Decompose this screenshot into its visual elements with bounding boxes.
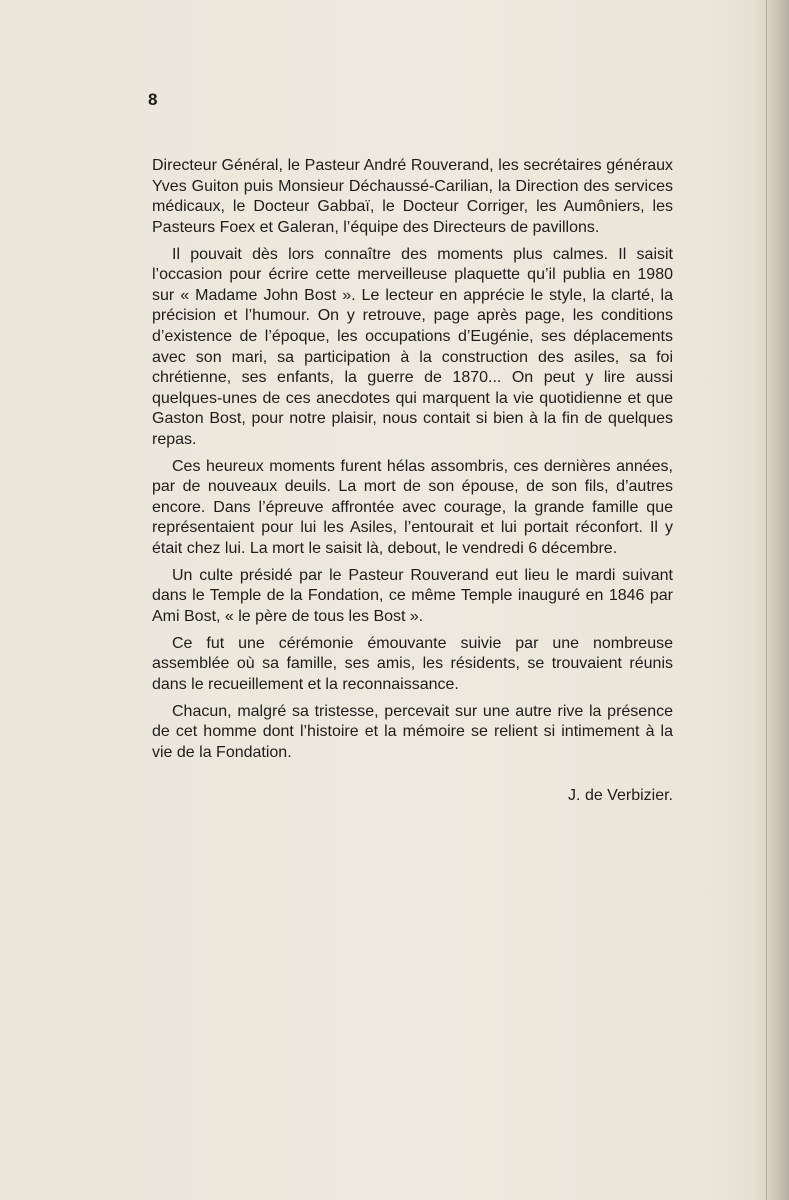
page-number: 8 <box>148 90 158 109</box>
paragraph: Ces heureux moments furent hélas assombris, ces dernières années, par de nouveaux deuils. La mort de son épouse, de son fils, d’autres encore. Dans l’épreuve affrontée avec courage, la grande famille que représentaient pour lui les Asiles, l’entourait et lui portait réconfort. Il y était chez lui. La mort le saisit là, debout, le vendredi 6 décembre. <box>152 457 673 558</box>
paragraph: Il pouvait dès lors connaître des moments plus calmes. Il saisit l’occasion pour écrire cette merveilleuse plaquette qu’il publia en 1980 sur « Madame John Bost ». Le lecteur en apprécie le style, la clarté, la précision et l’humour. On y retrouve, page après page, les conditions d’existence de l’époque, les occupations d’Eugénie, ses déplacements avec son mari, sa participation à la construction des asiles, sa foi chrétienne, ses enfants, la guerre de 1870... On peut y lire aussi quelques-unes de ces anecdotes qui marquent la vie quotidienne et que Gaston Bost, pour notre plaisir, nous contait si bien à la fin de quelques repas. <box>152 245 673 448</box>
paragraph: Un culte présidé par le Pasteur Rouverand eut lieu le mardi suivant dans le Temple de la Fondation, ce même Temple inauguré en 1846 par Ami Bost, « le père de tous les Bost ». <box>152 566 673 626</box>
author-signature: J. de Verbizier. <box>568 787 673 804</box>
paragraph: Ce fut une cérémonie émouvante suivie par une nombreuse assemblée où sa famille, ses amis, les résidents, se trouvaient réunis dans le recueillement et la reconnaissance. <box>152 634 673 693</box>
paragraph: Chacun, malgré sa tristesse, percevait sur une autre rive la présence de cet homme dont l’histoire et la mémoire se relient si intimement à la vie de la Fondation. <box>152 702 673 761</box>
binding-shadow <box>755 0 789 1200</box>
body-text <box>152 156 673 764</box>
paragraph-continued: Directeur Général, le Pasteur André Rouverand, les secrétaires généraux Yves Guiton puis Monsieur Déchaussé-Carilian, la Direction des services médicaux, le Docteur Gabbaï, le Docteur Corriger, les Aumôniers, les Pasteurs Foex et Galeran, l’équipe des Directeurs de pavillons. <box>152 157 673 236</box>
